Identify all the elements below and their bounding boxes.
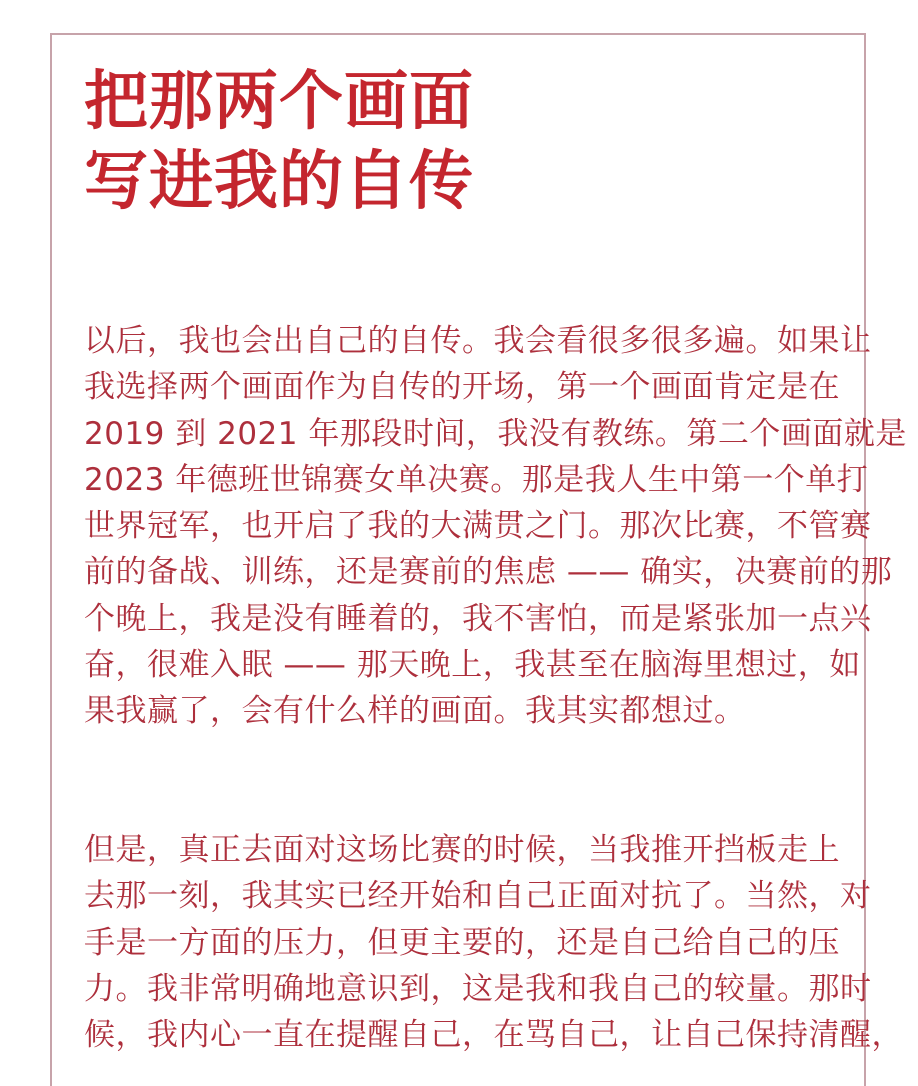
text-line: 手是一方面的压力，但更主要的，还是自己给自己的压 [84, 924, 840, 961]
text-line: 以后，我也会出自己的自传。我会看很多很多遍。如果让 [84, 323, 872, 359]
title-line: 把那两个画面 [84, 65, 474, 139]
text-line: 奋，很难入眠 —— 那天晚上，我甚至在脑海里想过，如 [84, 647, 861, 684]
text-line: 但是，真正去面对这场比赛的时候，当我推开挡板走上 [84, 832, 840, 868]
text-line: 个晚上，我是没有睡着的，我不害怕，而是紧张加一点兴 [84, 600, 872, 637]
text-line: 2019 到 2021 年那段时间，我没有教练。第二个画面就是 [84, 415, 907, 452]
article-paragraph-1 [84, 318, 907, 735]
article-title [84, 62, 474, 222]
text-line: 世界冠军，也开启了我的大满贯之门。那次比赛，不管赛 [84, 508, 872, 545]
article-paragraph-2 [84, 827, 903, 1058]
text-line: 我选择两个画面作为自传的开场，第一个画面肯定是在 [84, 369, 840, 406]
text-line: 力。我非常明确地意识到，这是我和我自己的较量。那时 [84, 970, 872, 1007]
text-line: 候，我内心一直在提醒自己，在骂自己，让自己保持清醒， [84, 1017, 903, 1054]
text-line: 前的备战、训练，还是赛前的焦虑 —— 确实，决赛前的那 [84, 554, 893, 591]
title-line: 写进我的自传 [84, 145, 474, 219]
text-line: 去那一刻，我其实已经开始和自己正面对抗了。当然，对 [84, 878, 872, 915]
text-line: 果我赢了，会有什么样的画面。我其实都想过。 [84, 693, 746, 730]
text-line: 2023 年德班世锦赛女单决赛。那是我人生中第一个单打 [84, 461, 869, 498]
